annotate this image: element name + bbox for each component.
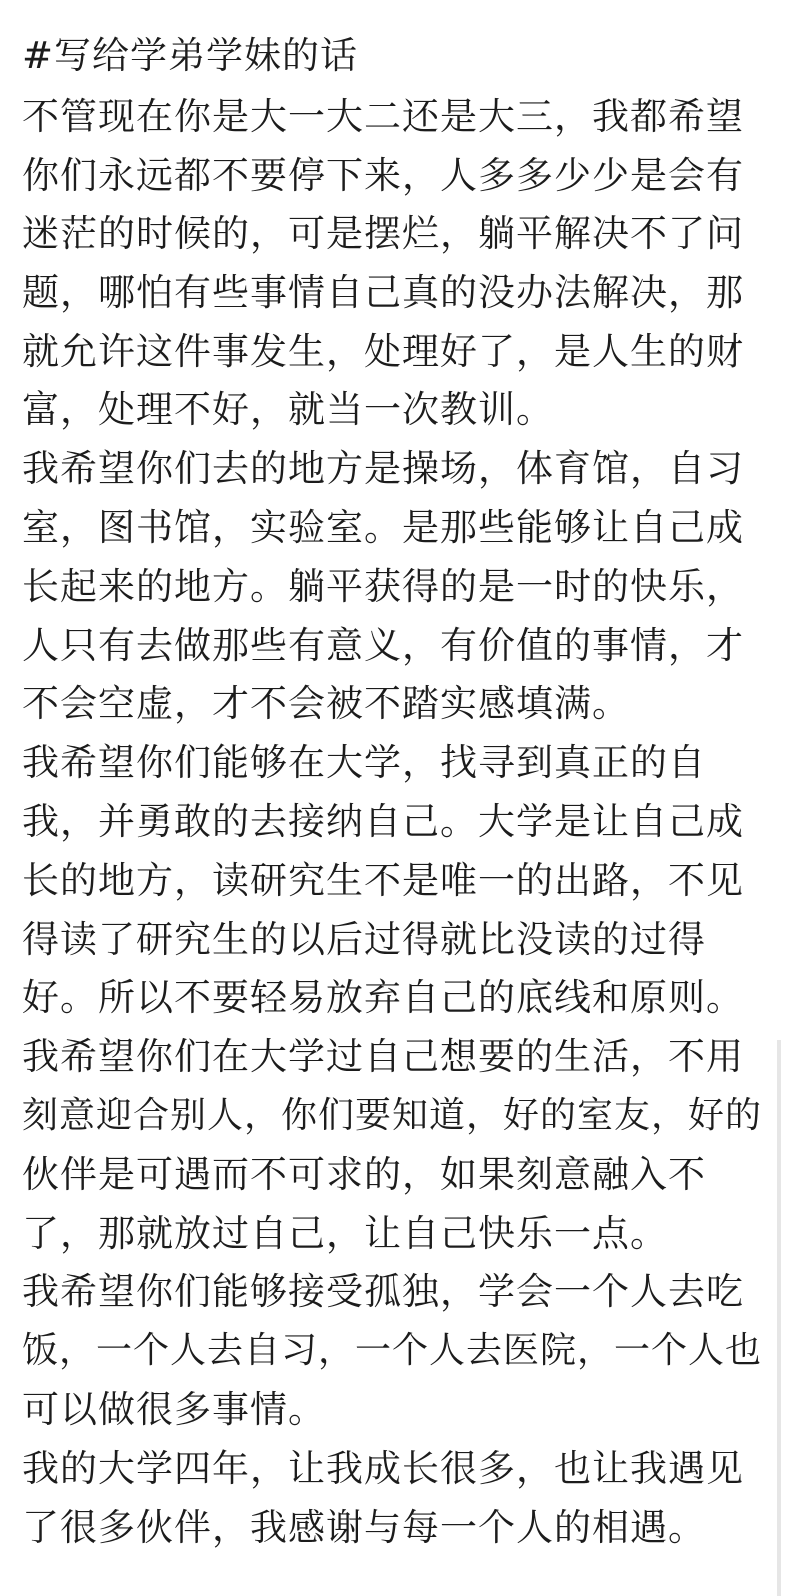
- note-line: 迷茫的时候的，可是摆烂，躺平解决不了问: [22, 212, 744, 255]
- note-line: 我希望你们去的地方是操场，体育馆，自习: [22, 447, 744, 490]
- note-line: 可以做很多事情。: [22, 1388, 326, 1431]
- note-line: 好。所以不要轻易放弃自己的底线和原则。: [22, 976, 744, 1019]
- note-line: 长起来的地方。躺平获得的是一时的快乐，: [22, 565, 744, 608]
- note-line: 题，哪怕有些事情自己真的没办法解决，那: [22, 271, 744, 314]
- note-line: 不会空虚，才不会被不踏实感填满。: [22, 682, 630, 725]
- note-line: 饭，一个人去自习，一个人去医院，一个人也: [22, 1330, 763, 1371]
- note-line: 了，那就放过自己，让自己快乐一点。: [22, 1212, 668, 1255]
- note-line: 我希望你们能够接受孤独，学会一个人去吃: [22, 1270, 744, 1313]
- note-line: 刻意迎合别人，你们要知道，好的室友，好的: [22, 1095, 763, 1136]
- note-line: 长的地方，读研究生不是唯一的出路，不见: [22, 859, 744, 902]
- scrollbar[interactable]: [777, 1040, 781, 1596]
- note-line: 得读了研究生的以后过得就比没读的过得: [22, 918, 706, 961]
- note-line: 人只有去做那些有意义，有价值的事情，才: [22, 624, 744, 667]
- note-line: 不管现在你是大一大二还是大三，我都希望: [22, 95, 744, 138]
- note-line: 室，图书馆，实验室。是那些能够让自己成: [22, 506, 744, 549]
- note-line: 我希望你们能够在大学，找寻到真正的自: [22, 741, 706, 784]
- note-line: 富，处理不好，就当一次教训。: [22, 388, 554, 431]
- note-title: #写给学弟学妹的话: [22, 34, 359, 77]
- note-line: 我，并勇敢的去接纳自己。大学是让自己成: [22, 800, 744, 843]
- note-line: 就允许这件事发生，处理好了，是人生的财: [22, 330, 744, 373]
- note-line: 伙伴是可遇而不可求的，如果刻意融入不: [22, 1153, 706, 1196]
- note-line: 我的大学四年，让我成长很多，也让我遇见: [22, 1447, 744, 1490]
- note-line: 你们永远都不要停下来，人多多少少是会有: [22, 154, 744, 197]
- note-line: 我希望你们在大学过自己想要的生活，不用: [22, 1035, 744, 1078]
- note-line: 了很多伙伴，我感谢与每一个人的相遇。: [22, 1506, 706, 1549]
